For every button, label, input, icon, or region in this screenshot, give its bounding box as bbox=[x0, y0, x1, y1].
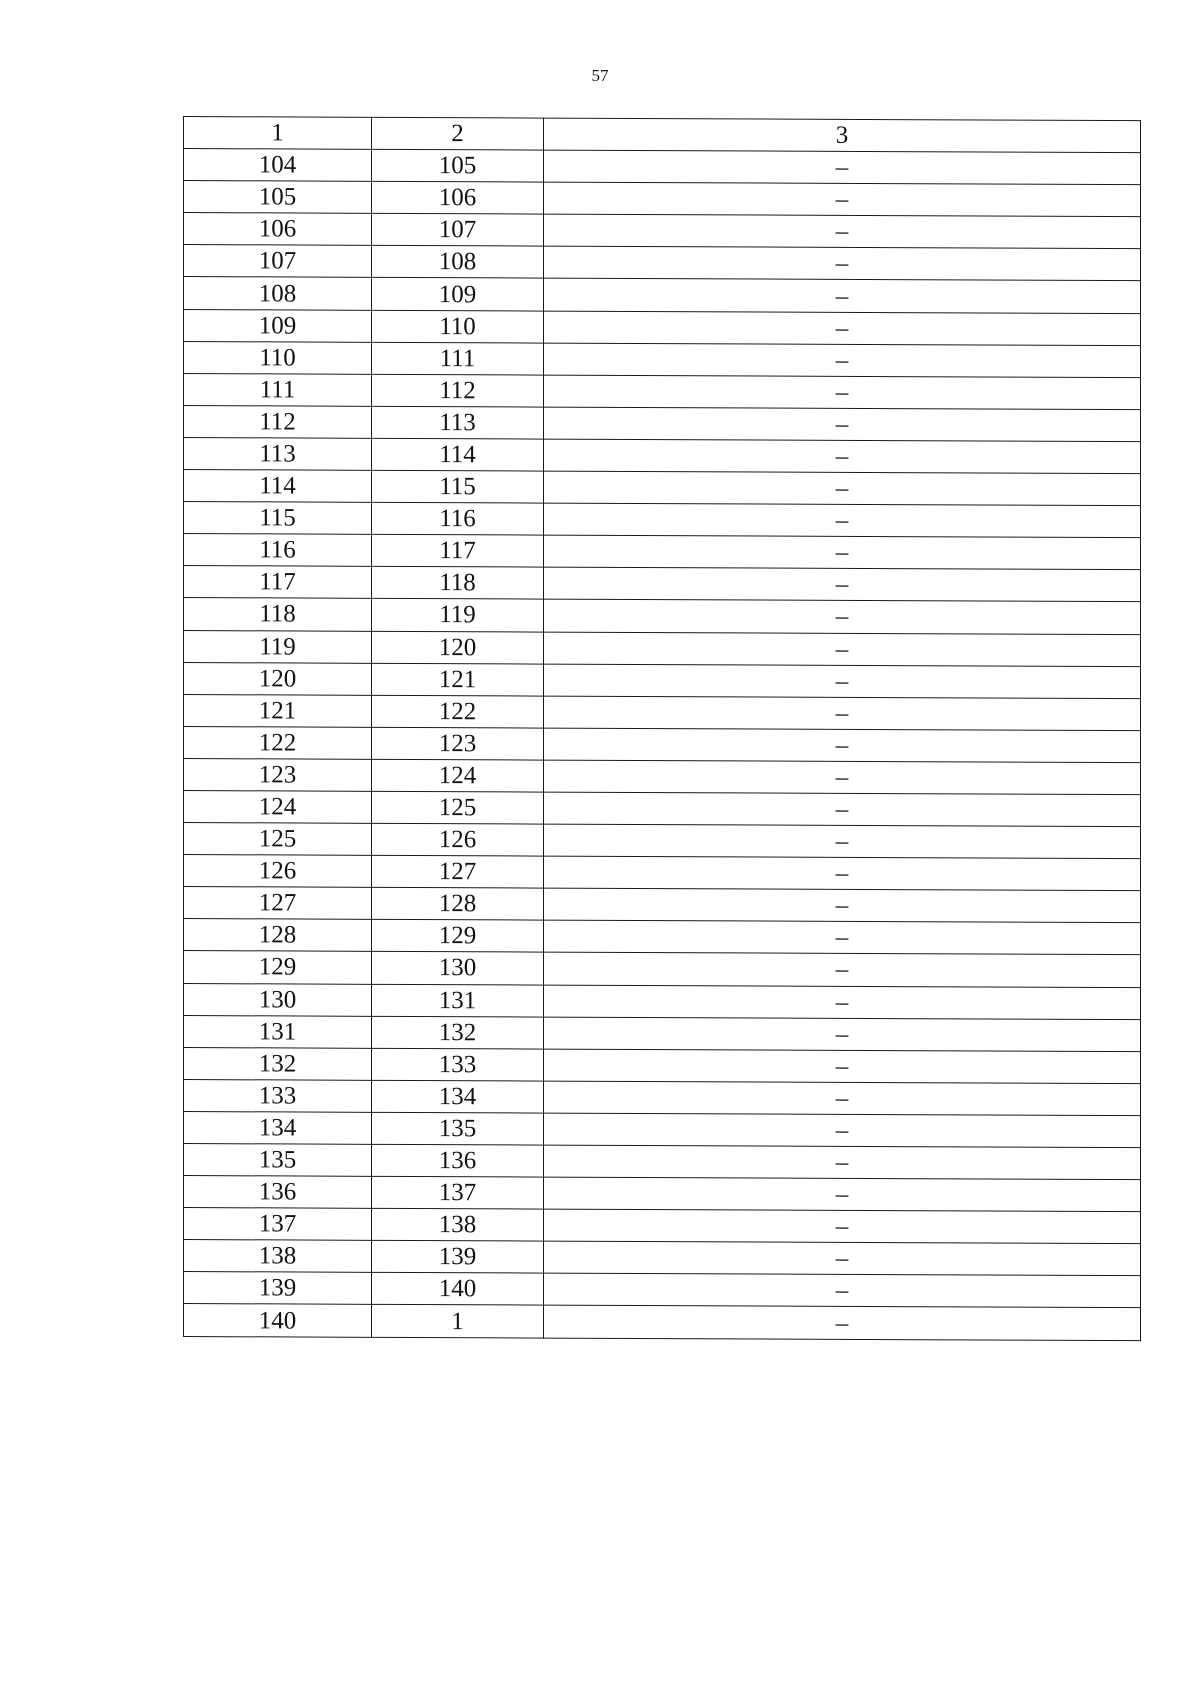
table-cell-col-2: 110 bbox=[372, 310, 544, 343]
table-row bbox=[184, 1176, 1141, 1212]
table-cell-col-2: 132 bbox=[372, 1016, 544, 1049]
table-cell-col-2: 124 bbox=[372, 759, 544, 792]
table-row bbox=[184, 951, 1141, 987]
table-cell-col-3: – bbox=[544, 214, 1141, 249]
column-header-2: 2 bbox=[372, 117, 544, 150]
table-cell-col-2: 121 bbox=[372, 663, 544, 696]
table-cell-col-2: 138 bbox=[372, 1209, 544, 1242]
table-cell-col-3: – bbox=[544, 471, 1141, 506]
table-cell-col-2: 112 bbox=[372, 374, 544, 407]
table-cell-col-3: – bbox=[544, 567, 1141, 602]
table-cell-col-1: 109 bbox=[184, 309, 372, 342]
table-cell-col-1: 119 bbox=[184, 630, 372, 663]
table-cell-col-2: 131 bbox=[372, 984, 544, 1017]
table-cell-col-1: 122 bbox=[184, 726, 372, 759]
table-cell-col-3: – bbox=[544, 696, 1141, 731]
table-cell-col-2: 109 bbox=[372, 278, 544, 311]
table-cell-col-1: 112 bbox=[184, 405, 372, 438]
table-cell-col-3: – bbox=[544, 439, 1141, 474]
table-cell-col-3: – bbox=[544, 150, 1141, 185]
table-row bbox=[184, 1015, 1141, 1051]
table-cell-col-2: 119 bbox=[372, 599, 544, 632]
table-cell-col-1: 111 bbox=[184, 373, 372, 406]
table-cell-col-2: 133 bbox=[372, 1048, 544, 1081]
table-cell-col-2: 127 bbox=[372, 855, 544, 888]
table-cell-col-1: 130 bbox=[184, 983, 372, 1016]
table-row bbox=[184, 1304, 1141, 1340]
table-cell-col-3: – bbox=[544, 760, 1141, 795]
table-cell-col-1: 110 bbox=[184, 341, 372, 374]
table-row bbox=[184, 1111, 1141, 1147]
table-cell-col-2: 111 bbox=[372, 342, 544, 375]
table-cell-col-1: 118 bbox=[184, 598, 372, 631]
coordinates-table bbox=[183, 116, 1141, 1341]
table-cell-col-1: 125 bbox=[184, 823, 372, 856]
table-cell-col-3: – bbox=[544, 920, 1141, 955]
table-cell-col-1: 107 bbox=[184, 245, 372, 278]
table-cell-col-3: – bbox=[544, 311, 1141, 346]
table-cell-col-1: 140 bbox=[184, 1304, 372, 1337]
table-row bbox=[184, 726, 1141, 762]
table-cell-col-3: – bbox=[544, 1241, 1141, 1276]
table-row bbox=[184, 790, 1141, 826]
table-cell-col-1: 138 bbox=[184, 1240, 372, 1273]
table-cell-col-1: 115 bbox=[184, 502, 372, 535]
table-row bbox=[184, 470, 1141, 506]
table-row bbox=[184, 245, 1141, 281]
table-cell-col-1: 126 bbox=[184, 855, 372, 888]
table-cell-col-3: – bbox=[544, 1049, 1141, 1084]
table-cell-col-1: 108 bbox=[184, 277, 372, 310]
table-cell-col-1: 129 bbox=[184, 951, 372, 984]
table-cell-col-2: 140 bbox=[372, 1273, 544, 1306]
table-cell-col-2: 125 bbox=[372, 791, 544, 824]
table-cell-col-2: 139 bbox=[372, 1241, 544, 1274]
table-cell-col-2: 117 bbox=[372, 535, 544, 568]
table-cell-col-2: 107 bbox=[372, 214, 544, 247]
table-cell-col-3: – bbox=[544, 375, 1141, 410]
table-row bbox=[184, 1208, 1141, 1244]
table-row bbox=[184, 341, 1141, 377]
table-cell-col-1: 106 bbox=[184, 213, 372, 246]
table-cell-col-1: 137 bbox=[184, 1208, 372, 1241]
table-cell-col-3: – bbox=[544, 1273, 1141, 1308]
table-cell-col-2: 122 bbox=[372, 695, 544, 728]
table-row bbox=[184, 983, 1141, 1019]
table-row bbox=[184, 855, 1141, 891]
table-row bbox=[184, 694, 1141, 730]
table-cell-col-3: – bbox=[544, 856, 1141, 891]
table-row bbox=[184, 1144, 1141, 1180]
column-header-1: 1 bbox=[184, 117, 372, 150]
table-cell-col-2: 126 bbox=[372, 823, 544, 856]
table-row bbox=[184, 534, 1141, 570]
table-row bbox=[184, 405, 1141, 441]
table-cell-col-3: – bbox=[544, 1145, 1141, 1180]
table-cell-col-3: – bbox=[544, 535, 1141, 570]
table-row bbox=[184, 758, 1141, 794]
table-cell-col-3: – bbox=[544, 407, 1141, 442]
table-cell-col-1: 121 bbox=[184, 694, 372, 727]
table-cell-col-1: 104 bbox=[184, 149, 372, 182]
table-header-row bbox=[184, 117, 1141, 153]
table-row bbox=[184, 919, 1141, 955]
table-row bbox=[184, 213, 1141, 249]
table-row bbox=[184, 662, 1141, 698]
table-cell-col-3: – bbox=[544, 343, 1141, 378]
table-row bbox=[184, 181, 1141, 217]
table-cell-col-2: 129 bbox=[372, 920, 544, 953]
table-cell-col-1: 131 bbox=[184, 1015, 372, 1048]
table-cell-col-1: 139 bbox=[184, 1272, 372, 1305]
table-row bbox=[184, 1079, 1141, 1115]
table-cell-col-3: – bbox=[544, 888, 1141, 923]
table-cell-col-3: – bbox=[544, 1113, 1141, 1148]
table-cell-col-1: 136 bbox=[184, 1176, 372, 1209]
table-cell-col-2: 108 bbox=[372, 246, 544, 279]
table-cell-col-1: 116 bbox=[184, 534, 372, 567]
table-cell-col-2: 130 bbox=[372, 952, 544, 985]
table-cell-col-2: 137 bbox=[372, 1176, 544, 1209]
table-cell-col-3: – bbox=[544, 279, 1141, 314]
table-cell-col-2: 115 bbox=[372, 470, 544, 503]
table-row bbox=[184, 887, 1141, 923]
table-cell-col-3: – bbox=[544, 599, 1141, 634]
table-row bbox=[184, 277, 1141, 313]
table-row bbox=[184, 1047, 1141, 1083]
page-number: 57 bbox=[591, 66, 609, 85]
table-cell-col-1: 128 bbox=[184, 919, 372, 952]
table-row bbox=[184, 373, 1141, 409]
table-cell-col-3: – bbox=[544, 664, 1141, 699]
table-row bbox=[184, 598, 1141, 634]
table-cell-col-2: 123 bbox=[372, 727, 544, 760]
table-cell-col-2: 136 bbox=[372, 1144, 544, 1177]
table-cell-col-1: 135 bbox=[184, 1144, 372, 1177]
table-cell-col-1: 132 bbox=[184, 1047, 372, 1080]
table-cell-col-3: – bbox=[544, 824, 1141, 859]
table-body bbox=[184, 149, 1141, 1341]
table-cell-col-3: – bbox=[544, 632, 1141, 667]
table-cell-col-2: 135 bbox=[372, 1112, 544, 1145]
table-cell-col-1: 114 bbox=[184, 470, 372, 503]
table-cell-col-3: – bbox=[544, 985, 1141, 1020]
table-cell-col-2: 113 bbox=[372, 406, 544, 439]
table-cell-col-3: – bbox=[544, 728, 1141, 763]
table-cell-col-3: – bbox=[544, 792, 1141, 827]
table-cell-col-1: 123 bbox=[184, 758, 372, 791]
table-cell-col-1: 134 bbox=[184, 1111, 372, 1144]
table-cell-col-3: – bbox=[544, 1209, 1141, 1244]
table-row bbox=[184, 823, 1141, 859]
table-cell-col-2: 116 bbox=[372, 502, 544, 535]
table-cell-col-2: 105 bbox=[372, 149, 544, 182]
table-cell-col-1: 120 bbox=[184, 662, 372, 695]
table-row bbox=[184, 149, 1141, 185]
table-row bbox=[184, 437, 1141, 473]
table-cell-col-3: – bbox=[544, 953, 1141, 988]
table-cell-col-3: – bbox=[544, 1017, 1141, 1052]
table-cell-col-1: 117 bbox=[184, 566, 372, 599]
table-cell-col-2: 120 bbox=[372, 631, 544, 664]
table-row bbox=[184, 1240, 1141, 1276]
table-cell-col-1: 127 bbox=[184, 887, 372, 920]
table-cell-col-2: 106 bbox=[372, 182, 544, 215]
table-cell-col-3: – bbox=[544, 182, 1141, 217]
table-cell-col-3: – bbox=[544, 246, 1141, 281]
table-row bbox=[184, 566, 1141, 602]
table-cell-col-1: 113 bbox=[184, 437, 372, 470]
table-cell-col-3: – bbox=[544, 503, 1141, 538]
column-header-3: 3 bbox=[544, 118, 1141, 153]
table-cell-col-2: 118 bbox=[372, 567, 544, 600]
table-row bbox=[184, 502, 1141, 538]
table-cell-col-1: 133 bbox=[184, 1079, 372, 1112]
table-cell-col-2: 1 bbox=[372, 1305, 544, 1338]
table-cell-col-2: 114 bbox=[372, 438, 544, 471]
table-cell-col-2: 128 bbox=[372, 888, 544, 921]
table-cell-col-1: 124 bbox=[184, 790, 372, 823]
table-row bbox=[184, 309, 1141, 345]
table-cell-col-3: – bbox=[544, 1081, 1141, 1116]
table-row bbox=[184, 1272, 1141, 1308]
table-cell-col-3: – bbox=[544, 1177, 1141, 1212]
table-cell-col-2: 134 bbox=[372, 1080, 544, 1113]
table-cell-col-1: 105 bbox=[184, 181, 372, 214]
table-row bbox=[184, 630, 1141, 666]
table-cell-col-3: – bbox=[544, 1306, 1141, 1341]
